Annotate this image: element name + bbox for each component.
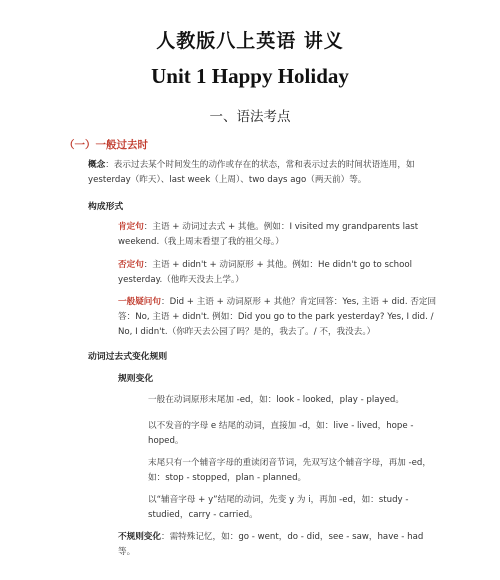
section-heading: 一、语法考点 [209,109,291,125]
unit-title: Unit 1 Happy Holiday [151,64,349,88]
negative-paragraph [118,258,434,288]
positive-label: 肯定句 [118,222,144,232]
concept-text: ：表示过去某个时间发生的动作或存在的状态，常和表示过去的时间状语连用，如 yesterday（昨天）、last week（上周）、two days ago（两天前）等。 [88,160,415,185]
irregular-paragraph [118,530,438,560]
irregular-text: ：需特殊记忆，如：go - went，do - did，see - saw，have - had 等。 [118,532,424,557]
rules-heading: 动词过去式变化规则 [88,352,168,362]
regular-heading: 规则变化 [118,374,154,384]
document-title: 人教版八上英语 讲义 [156,30,344,52]
subsection-heading: （一）一般过去时 [64,139,148,151]
concept-label: 概念 [88,160,106,170]
question-text: ：Did + 主语 + 动词原形 + 其他？肯定回答：Yes, 主语 + did. 否定回答：No, 主语 + didn't. 例如：Did you go to the park yesterday? Yes, I did. / No, I didn't.（你昨天去公园了吗？是的，我去了。/ 不，我没去。） [118,297,437,337]
positive-paragraph [118,220,434,250]
regular-rule-4: 以“辅音字母 + y”结尾的动词，先变 y 为 i，再加 -ed，如：study - studied，carry - carried。 [148,495,409,520]
regular-rule-1: 一般在动词原形末尾加 -ed，如：look - looked，play - played。 [148,395,404,405]
structure-heading: 构成形式 [88,202,124,212]
concept-paragraph [88,158,434,188]
regular-rule-3: 末尾只有一个辅音字母的重读闭音节词，先双写这个辅音字母，再加 -ed，如：stop - stopped，plan - planned。 [148,458,431,483]
negative-text: ：主语 + didn't + 动词原形 + 其他。例如：He didn't go to school yesterday.（他昨天没去上学。） [118,260,413,285]
question-label: 一般疑问句 [118,297,161,307]
question-paragraph [118,295,438,340]
negative-label: 否定句 [118,260,144,270]
regular-rule-2: 以不发音的字母 e 结尾的动词，直接加 -d，如：live - lived，hope - hoped。 [148,421,414,446]
irregular-label: 不规则变化 [118,532,161,542]
positive-text: ：主语 + 动词过去式 + 其他。例如：I visited my grandparents last weekend.（我上周末看望了我的祖父母。） [118,222,419,247]
